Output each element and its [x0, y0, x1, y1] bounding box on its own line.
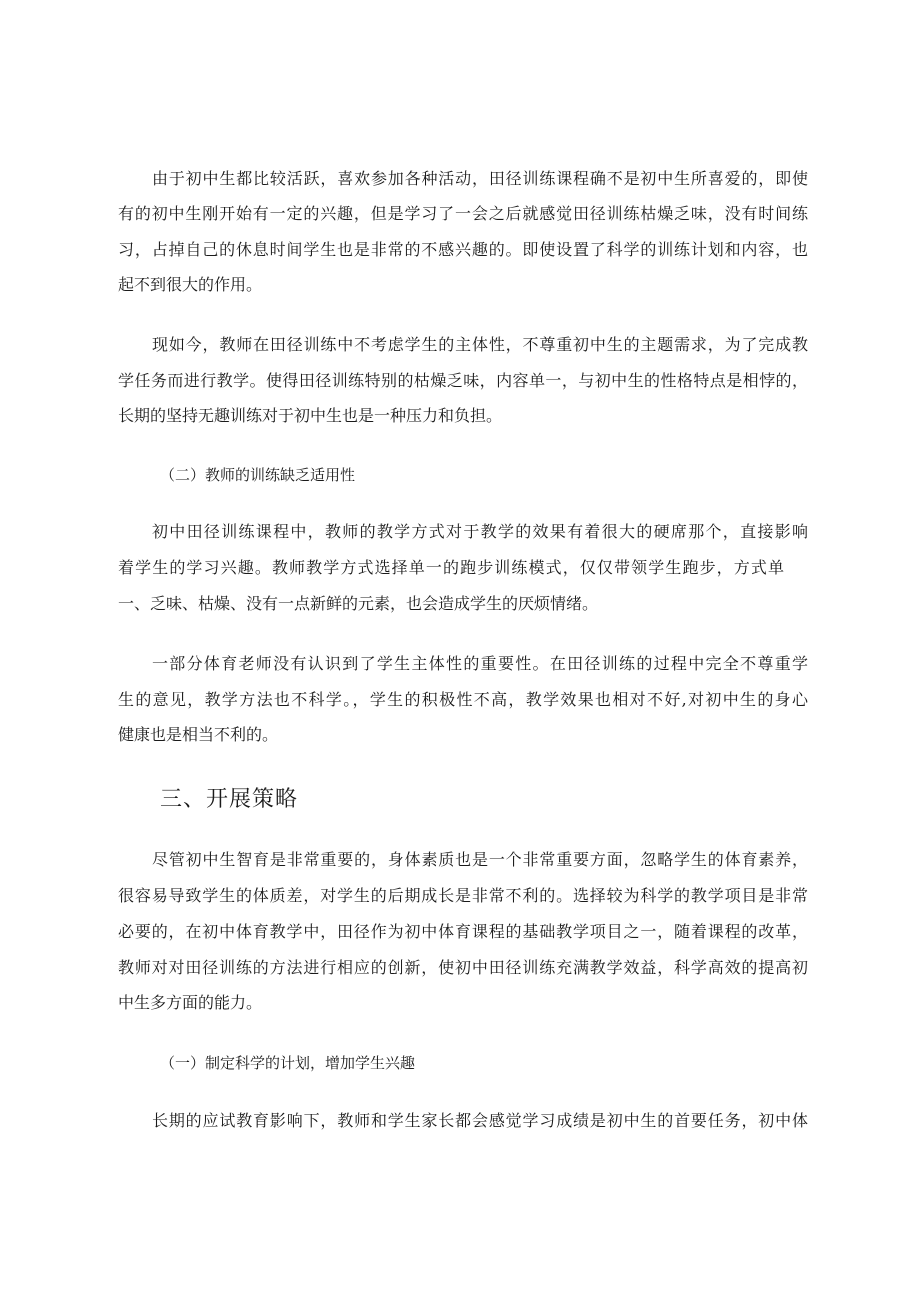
text-line: 生的意见，教学方法也不科学。，学生的积极性不高，教学效果也相对不好,对初中生的身心 [118, 690, 808, 709]
text-line: 教师对对田径训练的方法进行相应的创新，使初中田径训练充满教学效益，科学高效的提高初 [118, 958, 808, 977]
text-line: 现如今，教师在田径训练中不考虑学生的主体性，不尊重初中生的主题需求，为了完成教 [152, 335, 808, 354]
text-line: 学任务而进行教学。使得田径训练特别的枯燥乏味，内容单一，与初中生的性格特点是相悖的， [118, 371, 808, 390]
text-line: 起不到很大的作用。 [118, 275, 263, 294]
text-line: 健康也是相当不利的。 [118, 725, 279, 744]
text-line: 很容易导致学生的体质差，对学生的后期成长是非常不利的。选择较为科学的教学项目是非常 [118, 886, 808, 905]
text-line: 有的初中生刚开始有一定的兴趣，但是学习了一会之后就感觉田径训练枯燥乏味，没有时间练 [118, 204, 808, 223]
text-line: 尽管初中生智育是非常重要的，身体素质也是一个非常重要方面，忽略学生的体育素养， [152, 850, 808, 869]
section-heading: 三、开展策略 [160, 787, 299, 812]
text-line: 习，占掉自己的休息时间学生也是非常的不感兴趣的。即使设置了科学的训练计划和内容，也 [118, 240, 808, 259]
text-line: 中生多方面的能力。 [118, 993, 263, 1012]
subheading-teacher-training: （二）教师的训练缺乏适用性 [160, 466, 356, 484]
text-line: 由于初中生都比较活跃，喜欢参加各种活动，田径训练课程确不是初中生所喜爱的，即使 [152, 169, 808, 188]
text-line: 长期的应试教育影响下，教师和学生家长都会感觉学习成绩是初中生的首要任务，初中体 [152, 1111, 808, 1130]
text-line: 一、乏味、枯燥、没有一点新鲜的元素，也会造成学生的厌烦情绪。 [118, 594, 599, 613]
text-line: 长期的坚持无趣训练对于初中生也是一种压力和负担。 [118, 406, 503, 425]
text-line: 着学生的学习兴趣。教师教学方式选择单一的跑步训练模式，仅仅带领学生跑步，方式单 [118, 558, 784, 577]
text-line: 必要的，在初中体育教学中，田径作为初中体育课程的基础教学项目之一，随着课程的改革， [118, 922, 808, 941]
text-line: 一部分体育老师没有认识到了学生主体性的重要性。在田径训练的过程中完全不尊重学 [152, 654, 808, 673]
text-line: 初中田径训练课程中，教师的教学方式对于教学的效果有着很大的硬席那个，直接影响 [152, 522, 808, 541]
subheading-scientific-plan: （一）制定科学的计划，增加学生兴趣 [160, 1054, 416, 1072]
